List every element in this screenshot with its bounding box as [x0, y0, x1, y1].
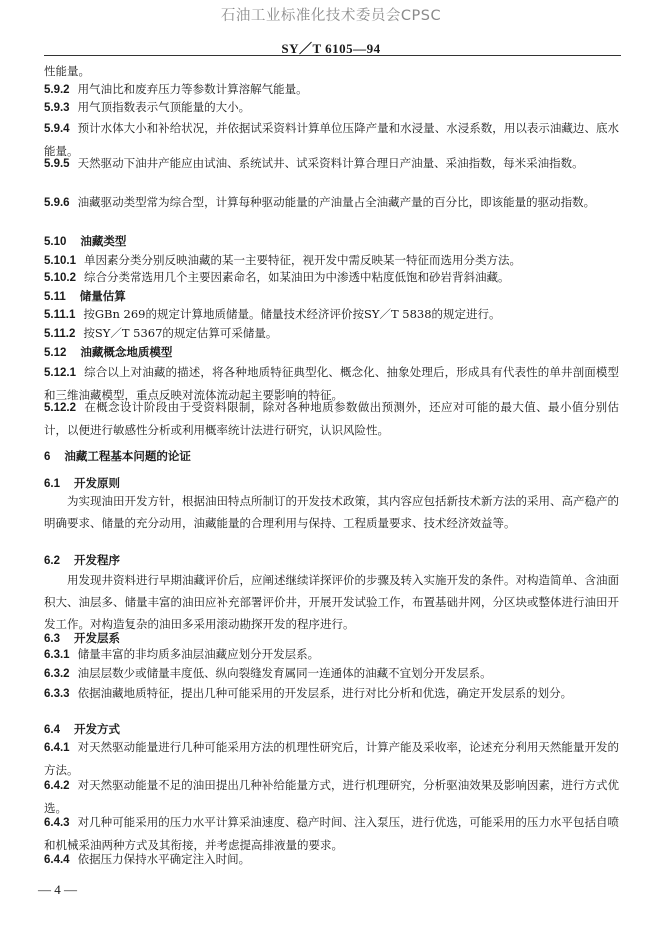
- clause-5-12-2: 5.12.2 在概念设计阶段由于受资料限制，除对各种地质参数做出预测外，还应对可能的最大值、最小值分别估计，以便进行敏感性分析或利用概率统计法进行研究，认识风险性。: [44, 400, 619, 437]
- page-number: — 4 —: [38, 882, 77, 897]
- heading-6-3: 6.3 开发层系: [44, 631, 120, 645]
- paragraph-6-1: 为实现油田开发方针，根据油田特点所制订的开发技术政策，其内容应包括新技术新方法的采用、高产稳产的明确要求、储量的充分动用，油藏能量的合理利用与保持、工程质量要求、技术经济效益等。: [44, 494, 619, 530]
- heading-6: 6 油藏工程基本问题的论证: [44, 449, 191, 463]
- heading-5-11: 5.11 储量估算: [44, 289, 126, 303]
- paragraph-6-2: 用发现井资料进行早期油藏评价后，应阐述继续详探评价的步骤及转入实施开发的条件。对构造简单、含油面积大、油层多、储量丰富的油田应补充部署评价井，开展开发试验工作，布置基础井网，分区块或整体进行油田开发工作。对构造复杂的油田多采用滚动勘探开发的程序进行。: [44, 573, 619, 631]
- clause-6-4-3: 6.4.3 对几种可能采用的压力水平计算采油速度、稳产时间、注入泵压，进行优选，可能采用的压力水平包括自喷和机械采油两种方式及其衔接，并考虑提高排液量的要求。: [44, 815, 619, 852]
- heading-6-4: 6.4 开发方式: [44, 722, 120, 736]
- clause-6-3-1: 6.3.1 储量丰富的非均质多油层油藏应划分开发层系。: [44, 647, 320, 661]
- watermark: 石油工业标准化技术委员会CPSC: [220, 8, 442, 24]
- clause-5-10-2: 5.10.2 综合分类常选用几个主要因素命名，如某油田为中渗透中粘度低饱和砂岩背斜油藏。: [44, 270, 510, 284]
- clause-6-3-3: 6.3.3 依据油藏地质特征，提出几种可能采用的开发层系，进行对比分析和优选，确定开发层系的划分。: [44, 686, 573, 700]
- clause-5-9-2: 5.9.2 用气油比和废弃压力等参数计算溶解气能量。: [44, 82, 308, 96]
- header-divider: [44, 55, 621, 56]
- heading-6-1: 6.1 开发原则: [44, 476, 120, 490]
- clause-6-4-4: 6.4.4 依据压力保持水平确定注入时间。: [44, 852, 251, 866]
- clause-6-3-2: 6.3.2 油层层数少或储量丰度低、纵向裂缝发育属同一连通体的油藏不宜划分开发层系。: [44, 666, 492, 680]
- heading-5-10: 5.10 油藏类型: [44, 234, 127, 248]
- clause-5-10-1: 5.10.1 单因素分类分别反映油藏的某一主要特征，视开发中需反映某一特征而选用分类方法。: [44, 253, 521, 267]
- clause-5-9-3: 5.9.3 用气顶指数表示气顶能量的大小。: [44, 100, 251, 114]
- clause-5-11-1: 5.11.1 按GBn 269的规定计算地质储量。储量技术经济评价按SY／T 5838的规定进行。: [44, 307, 501, 321]
- heading-6-2: 6.2 开发程序: [44, 553, 120, 567]
- heading-5-12: 5.12 油藏概念地质模型: [44, 345, 173, 359]
- paragraph-continuation: 性能量。: [44, 64, 90, 78]
- clause-5-12-1: 5.12.1 综合以上对油藏的描述，将各种地质特征典型化、概念化、抽象处理后，形成具有代表性的单井剖面模型和三维油藏模型，重点反映对流体流动起主要影响的特征。: [44, 365, 619, 402]
- clause-6-4-1: 6.4.1 对天然驱动能量进行几种可能采用方法的机理性研究后，计算产能及采收率，论述充分利用天然能量开发的方法。: [44, 740, 619, 777]
- standard-code: SY／T 6105—94: [281, 41, 381, 56]
- clause-5-9-4: 5.9.4 预计水体大小和补给状况，并依据试采资料计算单位压降产量和水浸量、水浸系数，用以表示油藏边、底水能量。: [44, 121, 619, 158]
- clause-5-9-6: 5.9.6 油藏驱动类型常为综合型，计算每种驱动能量的产油量占全油藏产量的百分比，即该能量的驱动指数。: [44, 195, 596, 209]
- clause-5-9-5: 5.9.5 天然驱动下油井产能应由试油、系统试井、试采资料计算合理日产油量、采油指数，每米采油指数。: [44, 156, 584, 170]
- clause-5-11-2: 5.11.2 按SY／T 5367的规定估算可采储量。: [44, 326, 278, 340]
- clause-6-4-2: 6.4.2 对天然驱动能量不足的油田提出几种补给能量方式，进行机理研究，分析驱油效果及影响因素，进行方式优选。: [44, 778, 619, 815]
